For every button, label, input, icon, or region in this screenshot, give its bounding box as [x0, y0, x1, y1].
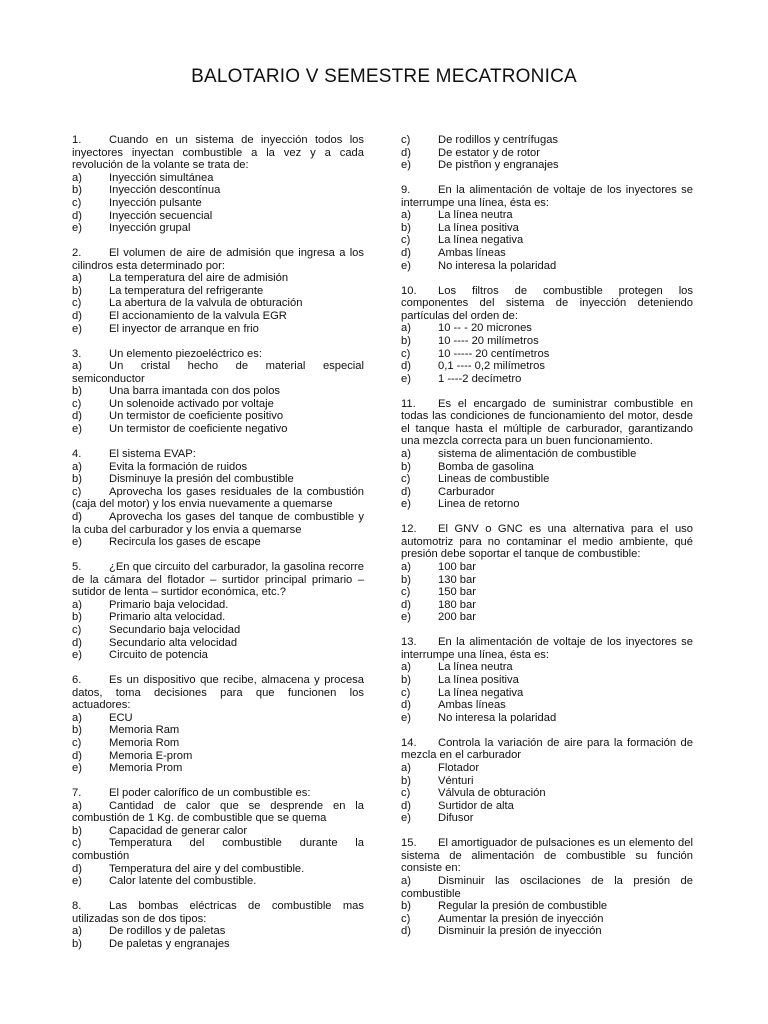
option-letter: d)	[72, 749, 82, 762]
option-letter: a)	[401, 874, 411, 887]
option-text: ECU	[109, 711, 133, 724]
option-letter: d)	[401, 598, 411, 611]
option-letter: d)	[72, 862, 82, 875]
answer-option	[72, 875, 364, 888]
option-letter: b)	[401, 221, 411, 234]
answer-option	[401, 599, 693, 612]
answer-option	[72, 536, 364, 549]
option-text: Lineas de combustible	[438, 473, 550, 486]
question-text: El GNV o GNC es una alternativa para el uso automotriz para no contaminar el medio ambiente, qué presión debe soportar el tanque de combustible:	[401, 523, 693, 561]
question-stem	[72, 900, 364, 925]
option-text: Una barra imantada con dos polos	[109, 385, 281, 398]
answer-option	[401, 900, 693, 913]
answer-option	[72, 762, 364, 775]
option-letter: e)	[72, 762, 82, 775]
option-text: De rodillos y centrífugas	[438, 134, 559, 146]
answer-option	[401, 498, 693, 511]
answer-option	[72, 285, 364, 298]
option-text: Un termistor de coeficiente negativo	[109, 423, 288, 436]
option-text: Aprovecha los gases residuales de la combustión (caja del motor) y los envia nuevamente a quemarse	[72, 485, 364, 511]
question-number: 6.	[72, 674, 82, 687]
question-stem	[72, 674, 364, 712]
answer-option	[72, 649, 364, 662]
answer-option	[401, 247, 693, 260]
option-letter: a)	[401, 322, 411, 335]
option-text: El accionamiento de la valvula EGR	[109, 310, 287, 323]
question-block	[72, 787, 364, 888]
option-letter: e)	[72, 875, 82, 888]
option-text: Inyección simultánea	[109, 171, 214, 184]
answer-option	[401, 461, 693, 474]
option-letter: c)	[72, 837, 82, 850]
answer-option	[72, 385, 364, 398]
answer-option	[72, 184, 364, 197]
option-text: 180 bar	[438, 598, 476, 611]
question-stem	[72, 787, 364, 800]
question-text: Las bombas eléctricas de combustible mas utilizadas son de dos tipos:	[72, 900, 364, 925]
option-text: Recircula los gases de escape	[109, 536, 261, 549]
option-letter: b)	[72, 385, 82, 398]
option-text: El inyector de arranque en frio	[109, 322, 259, 335]
question-text: En la alimentación de voltaje de los inyectores se interrumpe una línea, ésta es:	[401, 636, 693, 661]
option-letter: e)	[401, 498, 411, 511]
option-text: Regular la presión de combustible	[438, 900, 608, 913]
option-letter: e)	[401, 611, 411, 624]
option-letter: b)	[72, 611, 82, 624]
question-number: 8.	[72, 900, 82, 913]
question-number: 13.	[401, 636, 417, 649]
question-number: 11.	[401, 397, 416, 410]
question-block	[72, 900, 364, 950]
option-text: Ambas líneas	[438, 247, 506, 260]
option-letter: c)	[72, 297, 82, 310]
option-letter: b)	[72, 473, 82, 486]
option-text: Inyección descontínua	[109, 184, 221, 197]
question-stem	[401, 184, 693, 209]
option-text: La línea neutra	[438, 661, 513, 674]
question-block	[401, 737, 693, 825]
option-text: Memoria Ram	[109, 724, 180, 737]
option-text: Primario alta velocidad.	[109, 611, 226, 624]
option-text: Secundario baja velocidad	[109, 623, 241, 636]
answer-option	[401, 473, 693, 486]
option-letter: a)	[72, 799, 82, 812]
option-text: 200 bar	[438, 611, 476, 624]
question-stem	[401, 398, 693, 448]
answer-option	[72, 222, 364, 235]
option-text: 1 ----2 decímetro	[438, 372, 522, 385]
option-letter: a)	[72, 460, 82, 473]
option-text: Difusor	[438, 812, 474, 825]
answer-option	[401, 486, 693, 499]
option-text: La línea negativa	[438, 234, 524, 247]
answer-option	[401, 335, 693, 348]
option-text: 150 bar	[438, 586, 476, 599]
answer-option	[401, 611, 693, 624]
question-block	[401, 285, 693, 386]
answer-option	[72, 837, 364, 862]
answer-option	[401, 348, 693, 361]
option-text: Circuito de potencia	[109, 649, 208, 662]
option-letter: e)	[72, 536, 82, 549]
answer-option	[401, 574, 693, 587]
question-block	[401, 636, 693, 724]
option-letter: b)	[72, 937, 82, 950]
option-text: La línea negativa	[438, 686, 524, 699]
question-number: 2.	[72, 247, 82, 260]
answer-option	[401, 209, 693, 222]
question-number: 14.	[401, 736, 417, 749]
option-letter: a)	[401, 561, 411, 573]
answer-option	[401, 787, 693, 800]
option-letter: c)	[401, 686, 411, 699]
answer-option	[401, 147, 693, 160]
option-letter: c)	[72, 737, 82, 750]
question-text: Los filtros de combustible protegen los componentes del sistema de inyección deteniendo partículas del orden de:	[401, 284, 693, 322]
question-block	[72, 247, 364, 335]
option-letter: e)	[72, 649, 82, 662]
answer-option	[72, 297, 364, 310]
option-letter: e)	[401, 259, 411, 272]
answer-option	[72, 925, 364, 938]
option-letter: d)	[401, 485, 411, 498]
question-block	[401, 398, 693, 511]
option-text: Válvula de obturación	[438, 787, 546, 800]
option-text: sistema de alimentación de combustible	[438, 447, 637, 460]
answer-option	[401, 448, 693, 461]
answer-option	[401, 234, 693, 247]
option-letter: a)	[72, 171, 82, 184]
page-title: BALOTARIO V SEMESTRE MECATRONICA	[191, 66, 577, 87]
option-text: De estator y de rotor	[438, 146, 540, 159]
answer-option	[401, 800, 693, 813]
answer-option	[72, 272, 364, 285]
answer-option	[401, 712, 693, 725]
option-letter: a)	[401, 209, 411, 222]
option-letter: c)	[401, 787, 411, 800]
option-letter: c)	[72, 485, 82, 498]
answer-option	[401, 561, 693, 574]
option-text: Ambas líneas	[438, 699, 506, 712]
option-letter: a)	[72, 360, 82, 373]
answer-option	[401, 812, 693, 825]
question-stem	[72, 561, 364, 599]
answer-option	[401, 913, 693, 926]
answer-option	[401, 925, 693, 938]
question-stem	[72, 448, 364, 461]
question-text: Controla la variación de aire para la formación de mezcla en el carburador	[401, 736, 693, 762]
option-text: 0,1 ---- 0,2 milímetros	[438, 360, 545, 373]
answer-option	[401, 687, 693, 700]
option-text: Disminuye la presión del combustible	[109, 473, 294, 486]
question-text: Un elemento piezoeléctrico es:	[109, 347, 262, 360]
option-text: La temperatura del aire de admisión	[109, 272, 289, 285]
question-text: Es el encargado de suministrar combustible en todas las condiciones de funcionamiento del motor, desde el tanque hasta el múltiple de carburador, garantizando una mezcla correcta para un buen funcionamiento.	[401, 397, 693, 448]
option-letter: c)	[72, 397, 82, 410]
option-text: La línea positiva	[438, 221, 519, 234]
option-letter: a)	[72, 272, 82, 285]
option-text: Carburador	[438, 485, 495, 498]
answer-option	[72, 825, 364, 838]
option-text: Calor latente del combustible.	[109, 875, 257, 888]
answer-option	[72, 473, 364, 486]
option-letter: b)	[401, 460, 411, 473]
answer-option	[72, 611, 364, 624]
option-letter: b)	[401, 334, 411, 347]
option-letter: b)	[401, 774, 411, 787]
option-text: Primario baja velocidad.	[109, 598, 229, 611]
right-column	[401, 134, 693, 950]
option-text: No interesa la polaridad	[438, 259, 557, 272]
answer-option	[72, 599, 364, 612]
question-text: El sistema EVAP:	[109, 447, 196, 460]
option-text: De pistñon y engranajes	[438, 159, 559, 172]
option-letter: e)	[72, 222, 82, 235]
option-text: Memoria Prom	[109, 762, 183, 775]
option-letter: d)	[401, 247, 411, 260]
option-text: Memoria E-prom	[109, 749, 193, 762]
answer-option	[72, 750, 364, 763]
answer-option	[401, 260, 693, 273]
option-letter: e)	[401, 812, 411, 825]
option-letter: d)	[401, 146, 411, 159]
question-number: 3.	[72, 347, 82, 360]
option-letter: c)	[401, 234, 411, 247]
answer-option	[401, 373, 693, 386]
question-stem	[401, 523, 693, 561]
answer-option	[401, 661, 693, 674]
answer-option	[401, 674, 693, 687]
option-text: Secundario alta velocidad	[109, 636, 238, 649]
question-text: En la alimentación de voltaje de los inyectores se interrumpe una línea, ésta es:	[401, 184, 693, 209]
option-letter: c)	[72, 623, 82, 636]
question-number: 5.	[72, 561, 82, 573]
answer-option	[72, 800, 364, 825]
question-text: El volumen de aire de admisión que ingresa a los cilindros esta determinado por:	[72, 247, 364, 272]
option-text: La abertura de la valvula de obturación	[109, 297, 303, 310]
option-text: De rodillos y de paletas	[109, 925, 226, 938]
option-letter: d)	[401, 925, 411, 938]
answer-option	[401, 134, 693, 147]
option-text: Linea de retorno	[438, 498, 520, 511]
question-number: 15.	[401, 837, 417, 850]
option-text: Surtidor de alta	[438, 799, 514, 812]
option-text: 10 ----- 20 centímetros	[438, 347, 550, 360]
option-letter: c)	[401, 912, 411, 925]
answer-option	[72, 410, 364, 423]
option-text: Memoria Rom	[109, 737, 180, 750]
answer-option	[72, 712, 364, 725]
option-letter: b)	[401, 573, 411, 586]
option-letter: a)	[72, 598, 82, 611]
option-text: Disminuir las oscilaciones de la presión de combustible	[401, 874, 693, 900]
option-letter: d)	[401, 360, 411, 373]
option-text: Flotador	[438, 761, 480, 774]
answer-option	[72, 360, 364, 385]
option-text: Inyección secuencial	[109, 209, 213, 222]
question-stem	[401, 636, 693, 661]
option-letter: d)	[72, 310, 82, 323]
option-letter: c)	[72, 196, 82, 209]
answer-option	[72, 938, 364, 951]
option-text: La línea neutra	[438, 209, 513, 222]
option-text: La línea positiva	[438, 674, 519, 687]
question-stem	[401, 285, 693, 323]
option-letter: a)	[401, 761, 411, 774]
question-block	[401, 837, 693, 938]
option-text: 100 bar	[438, 561, 476, 573]
question-number: 7.	[72, 787, 82, 800]
question-stem	[72, 348, 364, 361]
answer-option	[72, 461, 364, 474]
left-column	[72, 134, 364, 963]
option-text: Vénturi	[438, 774, 474, 787]
answer-option	[72, 637, 364, 650]
question-number: 12.	[401, 523, 417, 536]
question-number: 4.	[72, 447, 82, 460]
question-block	[401, 184, 693, 272]
option-text: 10 -- - 20 micrones	[438, 322, 532, 335]
question-text: ¿En que circuito del carburador, la gasolina recorre de la cámara del flotador – surtidor principal primario – sutidor de lenta – surtidor económica, etc.?	[72, 561, 364, 599]
question-text: Es un dispositivo que recibe, almacena y procesa datos, toma decisiones para que funcionen los actuadores:	[72, 674, 364, 712]
option-text: Cantidad de calor que se desprende en la combustión de 1 Kg. de combustible que se quema	[72, 799, 364, 825]
option-letter: a)	[401, 661, 411, 674]
option-text: Un cristal hecho de material especial semiconductor	[72, 360, 364, 385]
option-letter: d)	[72, 636, 82, 649]
option-letter: b)	[401, 674, 411, 687]
answer-option	[72, 486, 364, 511]
question-number: 10.	[401, 284, 417, 297]
question-block	[72, 348, 364, 436]
option-text: Capacidad de generar calor	[109, 824, 248, 837]
answer-option	[72, 197, 364, 210]
option-letter: c)	[401, 347, 411, 360]
option-text: Inyección pulsante	[109, 196, 202, 209]
question-stem	[72, 247, 364, 272]
option-letter: c)	[401, 473, 411, 486]
answer-option	[72, 863, 364, 876]
answer-option	[401, 775, 693, 788]
question-text: Cuando en un sistema de inyección todos los inyectores inyectan combustible a la vez y a cada revolución de la volante se trata de:	[72, 134, 364, 172]
option-text: Aprovecha los gases del tanque de combustible y la cuba del carburador y los envia a quemarse	[72, 510, 364, 536]
option-letter: e)	[401, 372, 411, 385]
question-block	[72, 448, 364, 549]
answer-option	[401, 322, 693, 335]
option-letter: d)	[72, 410, 82, 423]
option-text: La temperatura del refrigerante	[109, 284, 264, 297]
answer-option	[72, 398, 364, 411]
option-letter: e)	[401, 711, 411, 724]
option-text: Un termistor de coeficiente positivo	[109, 410, 284, 423]
question-text: El poder calorífico de un combustible es:	[109, 787, 311, 800]
option-letter: b)	[72, 184, 82, 197]
option-letter: d)	[401, 799, 411, 812]
option-letter: a)	[72, 711, 82, 724]
answer-option	[401, 875, 693, 900]
option-letter: a)	[401, 447, 411, 460]
question-block	[72, 561, 364, 662]
option-text: Evita la formación de ruidos	[109, 460, 248, 473]
option-text: Inyección grupal	[109, 222, 191, 235]
option-text: Temperatura del combustible durante la combustión	[72, 837, 364, 863]
option-text: De paletas y engranajes	[109, 937, 230, 950]
option-letter: a)	[72, 925, 82, 938]
question-stem	[72, 134, 364, 172]
option-letter: d)	[72, 510, 82, 523]
question-block	[401, 523, 693, 624]
answer-option	[72, 624, 364, 637]
option-text: No interesa la polaridad	[438, 711, 557, 724]
question-text: El amortiguador de pulsaciones es un elemento del sistema de alimentación de combustible su función consiste en:	[401, 837, 693, 875]
option-text: Un solenoide activado por voltaje	[109, 397, 274, 410]
answer-option	[72, 737, 364, 750]
question-stem	[401, 737, 693, 762]
option-letter: b)	[72, 284, 82, 297]
option-letter: e)	[401, 159, 411, 172]
answer-option	[72, 423, 364, 436]
question-stem	[401, 837, 693, 875]
question-block	[401, 134, 693, 172]
option-letter: b)	[72, 724, 82, 737]
question-block	[72, 674, 364, 775]
option-text: Aumentar la presión de inyección	[438, 912, 604, 925]
question-number: 1.	[72, 134, 82, 146]
question-block	[72, 134, 364, 235]
option-letter: d)	[401, 699, 411, 712]
option-text: Bomba de gasolina	[438, 460, 534, 473]
option-text: 10 ---- 20 milímetros	[438, 334, 539, 347]
answer-option	[401, 222, 693, 235]
option-letter: e)	[72, 322, 82, 335]
answer-option	[401, 360, 693, 373]
option-text: 130 bar	[438, 573, 476, 586]
answer-option	[401, 159, 693, 172]
option-letter: d)	[72, 209, 82, 222]
option-letter: c)	[401, 134, 411, 146]
answer-option	[401, 699, 693, 712]
option-text: Temperatura del aire y del combustible.	[109, 862, 305, 875]
option-text: Disminuir la presión de inyección	[438, 925, 602, 938]
option-letter: c)	[401, 586, 411, 599]
option-letter: e)	[72, 423, 82, 436]
answer-option	[72, 511, 364, 536]
answer-option	[72, 724, 364, 737]
answer-option	[72, 172, 364, 185]
option-letter: b)	[401, 900, 411, 913]
answer-option	[401, 586, 693, 599]
answer-option	[401, 762, 693, 775]
answer-option	[72, 210, 364, 223]
answer-option	[72, 310, 364, 323]
question-number: 9.	[401, 184, 411, 197]
option-letter: b)	[72, 824, 82, 837]
answer-option	[72, 323, 364, 336]
